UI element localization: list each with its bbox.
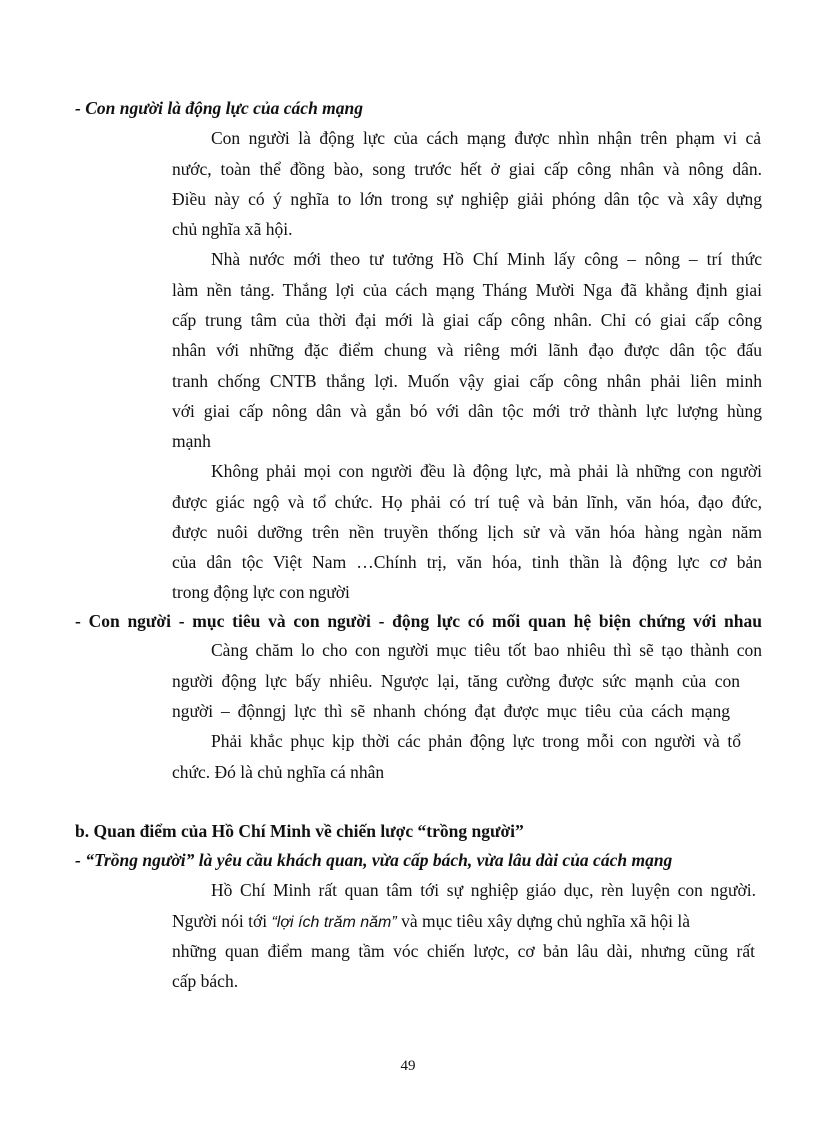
paragraph-line: Con người là động lực của cách mạng được nhìn nhận trên phạm vi cả [211,128,761,148]
quote-lead-text: Người nói tới [172,911,268,931]
paragraph-line: của dân tộc Việt Nam …Chính trị, văn hóa, tinh thần là động lực cơ bản [172,552,762,572]
paragraph-line: làm nền tảng. Thắng lợi của cách mạng Tháng Mười Nga đã khẳng định giai [172,280,762,300]
section-heading-motive: - Con người là động lực của cách mạng [75,98,364,118]
paragraph-line: được nuôi dưỡng trên nền truyền thống lịch sử và văn hóa hàng ngàn năm [172,522,762,542]
paragraph-line: được giác ngộ và tổ chức. Họ phải có trí tuệ và bản lĩnh, văn hóa, đạo đức, [172,492,762,512]
paragraph-line: Hồ Chí Minh rất quan tâm tới sự nghiệp giáo dục, rèn luyện con người. [211,880,756,900]
section-heading-b: b. Quan điểm của Hồ Chí Minh về chiến lược “trồng người” [75,821,524,841]
paragraph-line: cấp bách. [172,971,239,991]
quote-trail-text: và mục tiêu xây dựng chủ nghĩa xã hội là [401,911,691,931]
paragraph-line-with-quote [172,910,690,934]
paragraph-line: nước, toàn thể đồng bào, song trước hết ở giai cấp công nhân và nông dân. [172,159,762,179]
quote-hundred-years: “lợi ích trăm năm” [271,914,397,931]
paragraph-line: Càng chăm lo cho con người mục tiêu tốt bao nhiêu thì sẽ tạo thành con [211,640,762,660]
section-subheading-growing-people: - “Trồng người” là yêu cầu khách quan, vừa cấp bách, vừa lâu dài của cách mạng [75,850,673,870]
paragraph-line: chủ nghĩa xã hội. [172,219,293,239]
paragraph-line: tranh chống CNTB thắng lợi. Muốn vậy giai cấp công nhân phải liên minh [172,371,762,391]
page-number: 49 [400,1058,416,1074]
paragraph-line: Nhà nước mới theo tư tưởng Hồ Chí Minh lấy công – nông – trí thức [211,249,762,269]
paragraph-line: Phải khắc phục kịp thời các phản động lực trong mỗi con người và tổ [211,731,741,751]
paragraph-line: mạnh [172,431,211,451]
paragraph-line: nhân với những đặc điểm chung và riêng mới lãnh đạo được dân tộc đấu [172,340,762,360]
paragraph-line: với giai cấp nông dân và gắn bó với dân tộc mới trở thành lực lượng hùng [172,401,762,421]
paragraph-line: người – độnngj lực thì sẽ nhanh chóng đạt được mục tiêu của cách mạng [172,701,730,721]
paragraph-line: những quan điểm mang tầm vóc chiến lược, cơ bản lâu dài, nhưng cũng rất [172,941,755,961]
paragraph-line: Điều này có ý nghĩa to lớn trong sự nghiệp giải phóng dân tộc và xây dựng [172,189,762,209]
paragraph-line: Không phải mọi con người đều là động lực, mà phải là những con người [211,461,762,481]
section-heading-relation: - Con người - mục tiêu và con người - động lực có mối quan hệ biện chứng với nhau [75,611,762,631]
paragraph-line: chức. Đó là chủ nghĩa cá nhân [172,762,385,782]
paragraph-line: người động lực bấy nhiêu. Ngược lại, tăng cường được sức mạnh của con [172,671,740,691]
paragraph-line: trong động lực con người [172,582,350,602]
paragraph-line: cấp trung tâm của thời đại mới là giai cấp công nhân. Chỉ có giai cấp công [172,310,762,330]
